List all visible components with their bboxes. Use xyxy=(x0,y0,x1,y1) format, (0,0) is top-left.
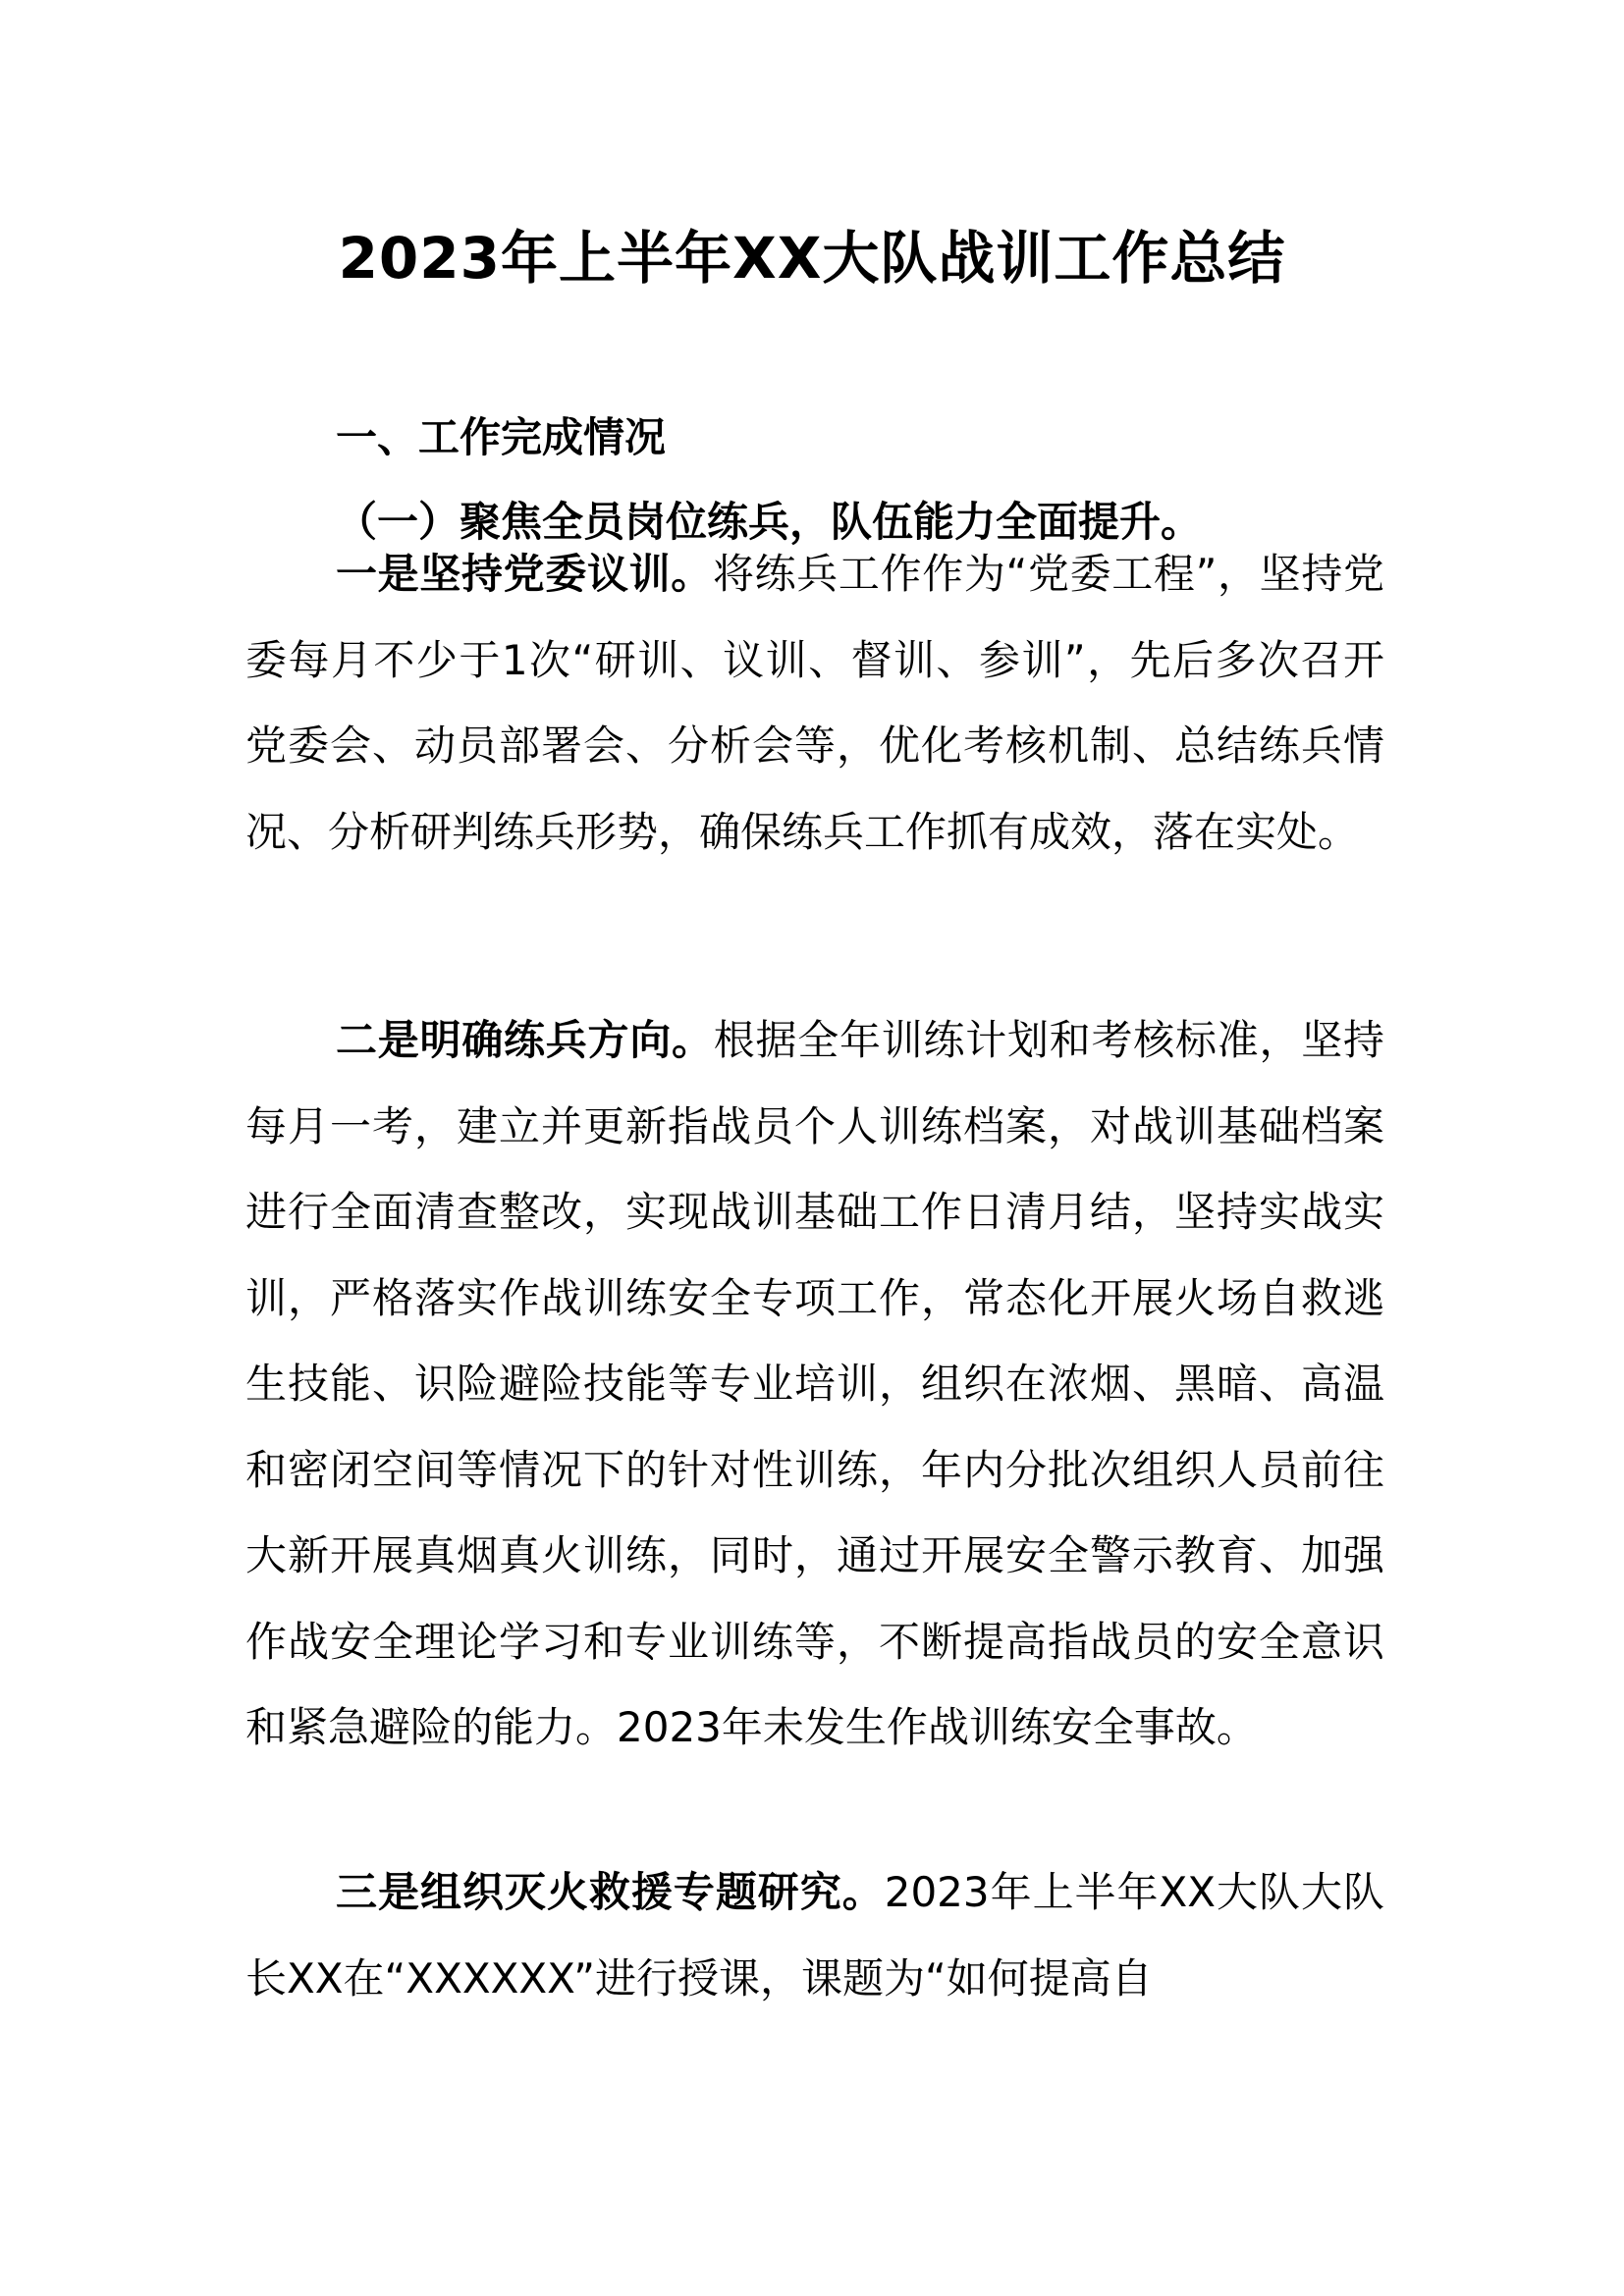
document-title: 2023年上半年XX大队战训工作总结 xyxy=(338,225,1286,292)
paragraph-lead: 二是明确练兵方向。 xyxy=(336,1016,714,1064)
paragraph-training-direction xyxy=(245,997,1384,1771)
paragraph-lead: 一是坚持党委议训。 xyxy=(336,550,713,598)
paragraph-body: 根据全年训练计划和考核标准，坚持每月一考，建立并更新指战员个人训练档案，对战训基础档案进行全面清查整改，实现战训基础工作日清月结，坚持实战实训，严格落实作战训练安全专项工作，常态化开展火场自救逃生技能、识险避险技能等专业培训，组织在浓烟、黑暗、高温和密闭空间等情况下的针对性训练，年内分批次组织人员前往大新开展真烟真火训练，同时，通过开展安全警示教育、加强作战安全理论学习和专业训练等，不断提高指战员的安全意识和紧急避险的能力。2023年未发生作战训练安全事故。 xyxy=(245,1016,1384,1751)
subsection-heading-training: （一）聚焦全员岗位练兵，队伍能力全面提升。 xyxy=(336,498,1203,546)
section-heading-work-completion: 一、工作完成情况 xyxy=(336,413,667,461)
paragraph-party-committee-training xyxy=(245,531,1384,875)
paragraph-body: 将练兵工作作为“党委工程”，坚持党委每月不少于1次“研训、议训、督训、参训”，先后多次召开党委会、动员部署会、分析会等，优化考核机制、总结练兵情况、分析研判练兵形势，确保练兵工作抓有成效，落在实处。 xyxy=(245,550,1384,856)
paragraph-body: 2023年上半年XX大队大队长XX在“XXXXXX”进行授课，课题为“如何提高自 xyxy=(245,1868,1384,2002)
paragraph-lead: 三是组织灭火救援专题研究。 xyxy=(336,1868,885,1916)
paragraph-rescue-research xyxy=(245,1849,1384,2021)
